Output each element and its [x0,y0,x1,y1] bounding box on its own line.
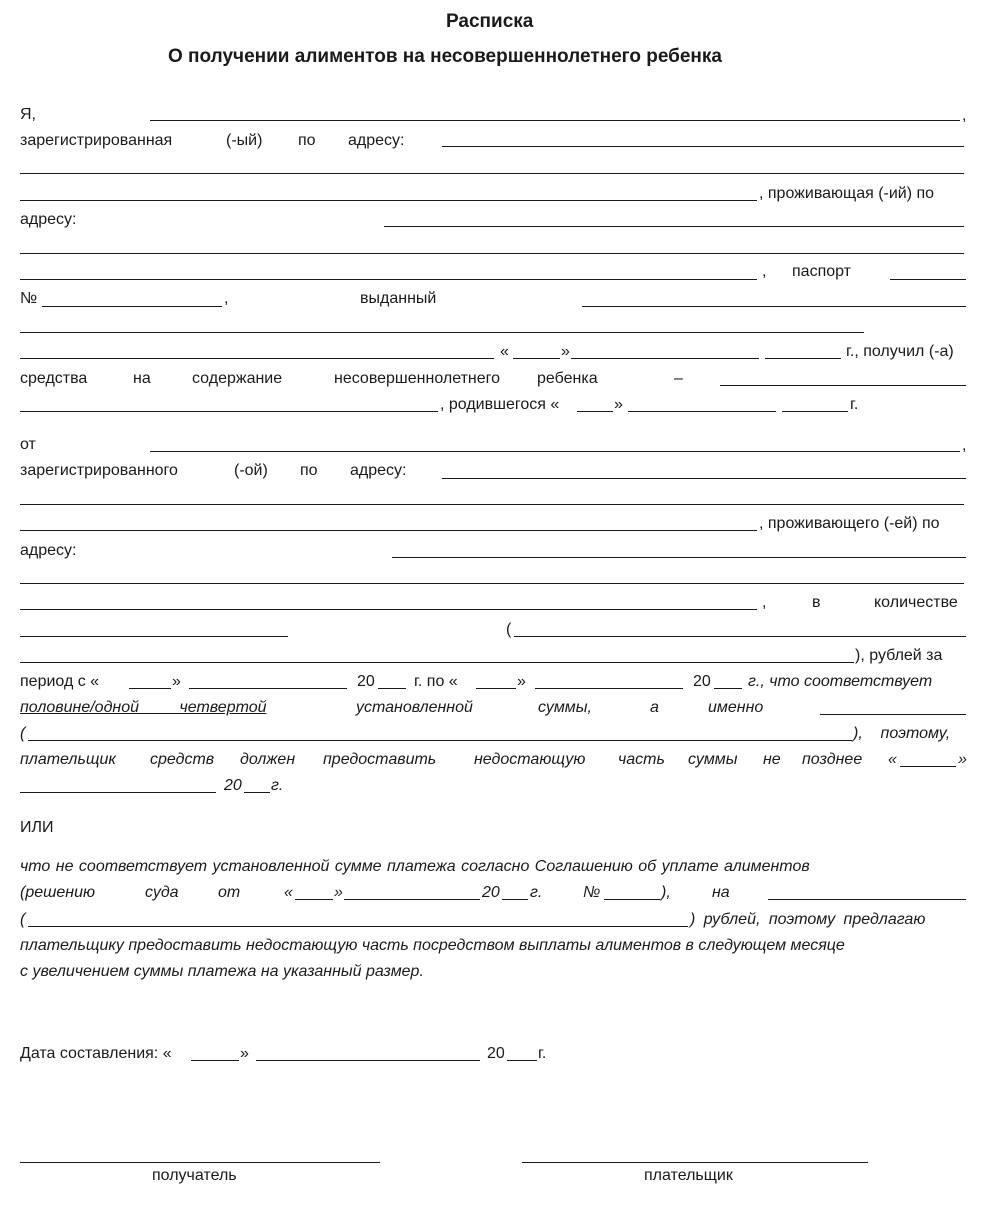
quote-open: « [284,884,293,901]
issued-label: выданный [360,290,437,307]
rubles-label: ), рублей за [855,647,943,664]
half-quarter-option: половине/одной четвертой [20,699,267,716]
payer-living-address-field-3[interactable] [20,609,757,610]
funds-word: несовершеннолетнего [334,370,501,387]
reg-word: (-ой) [234,462,268,479]
comma: , [762,263,767,280]
payer-word: часть [618,751,665,768]
paren-open: ( [506,621,512,638]
court-number-field[interactable] [604,899,660,900]
period-start-month-field[interactable] [189,688,347,689]
born-label: , родившегося « [440,396,560,413]
court-year-field[interactable] [502,899,528,900]
payer-living-address-field[interactable] [392,557,966,558]
quote-open: « [500,343,509,360]
passport-issuer-field-3[interactable] [20,358,494,359]
recipient-label: получатель [152,1167,237,1184]
received-label: г., получил (-а) [846,343,954,360]
paren-open: ( [20,725,26,742]
reg-word: (-ый) [226,132,263,149]
court-word: от [218,884,241,901]
funds-word: на [133,370,151,387]
rubles-offer-label: ) рублей, поэтому предлагаю [690,911,926,928]
date-year-field[interactable] [507,1060,537,1061]
payer-label: плательщик [644,1167,733,1184]
period-start-day-field[interactable] [129,688,171,689]
recipient-living-address-field[interactable] [384,226,964,227]
court-month-field[interactable] [344,899,480,900]
paren-open: ( [20,911,26,928]
payer-word: средств [150,751,215,768]
comma: , [962,437,967,454]
passport-number-field[interactable] [42,306,222,307]
reg-word: адресу: [350,462,407,479]
payer-reg-address-field-3[interactable] [20,530,757,531]
recipient-living-address-field-2[interactable] [20,253,964,254]
period-end-day-field[interactable] [476,688,516,689]
date-month-field[interactable] [256,1060,480,1061]
passport-label: паспорт [792,263,851,280]
child-birth-year-field[interactable] [782,411,848,412]
quote-close: » [240,1045,249,1062]
deadline-year-prefix: 20 [224,777,242,794]
funds-word: содержание [192,370,283,387]
recipient-living-address-field-3[interactable] [20,279,757,280]
period-start-year-field[interactable] [378,688,406,689]
difference-digits-field[interactable] [820,714,966,715]
quote-close: » [958,751,967,768]
document-title: Расписка [446,11,534,32]
passport-issuer-field[interactable] [582,306,966,307]
court-word: суда [145,884,179,901]
quote-close: » [334,884,343,901]
court-word: (решению [20,884,96,901]
payer-name-field[interactable] [150,451,960,452]
period-year-prefix: 20 [357,673,375,690]
therefore-label: ), поэтому, [853,725,951,742]
alt-text-line: плательщику предоставить недостающую часть посредством выплаты алиментов в следующем месяце [20,937,845,954]
child-birth-day-field[interactable] [577,411,613,412]
comma: , [224,290,229,307]
payer-word: позднее [802,751,863,768]
document-subtitle: О получении алиментов на несовершеннолетнего ребенка [168,46,722,67]
court-day-field[interactable] [295,899,333,900]
reg-word: зарегистрированная [20,132,173,149]
payer-word: суммы [688,751,738,768]
reg-word: по [298,132,316,149]
date-label: Дата составления: « [20,1045,172,1062]
passport-month-field[interactable] [571,358,759,359]
deadline-day-field[interactable] [900,766,956,767]
child-name-field-2[interactable] [20,411,438,412]
amount-words-field[interactable] [514,636,966,637]
address-label: адресу: [20,211,77,228]
passport-day-field[interactable] [513,358,560,359]
comma: , [962,107,967,124]
alt-text-line: что не соответствует установленной сумме платежа согласно Соглашению об уплате алиментов [20,858,810,875]
shortfall-digits-field[interactable] [768,899,966,900]
payer-signature-field[interactable] [522,1162,868,1163]
period-label: период с « [20,673,100,690]
payer-living-address-field-2[interactable] [20,583,964,584]
number-sign: № [20,290,38,307]
reg-word: по [300,462,318,479]
qty-word: в [812,594,821,611]
date-day-field[interactable] [191,1060,239,1061]
passport-series-field[interactable] [890,279,966,280]
established-word: именно [708,699,764,716]
amount-digits-field[interactable] [20,636,288,637]
comma: , [762,594,767,611]
recipient-name-field[interactable] [150,120,960,121]
period-end-month-field[interactable] [535,688,683,689]
period-to-label: г. по « [414,673,458,690]
payer-reg-address-field-2[interactable] [20,504,964,505]
deadline-year-field[interactable] [244,792,270,793]
quote-close: » [614,396,623,413]
court-number-sign: № [583,884,601,901]
living-label: , проживающего (-ей) по [759,515,940,532]
deadline-month-field[interactable] [20,792,216,793]
child-name-field[interactable] [720,385,966,386]
payer-word: не [763,751,781,768]
quote-open: « [888,751,897,768]
year-suffix: г. [538,1045,547,1062]
payer-word: должен [240,751,296,768]
living-label: , проживающая (-ий) по [759,185,935,202]
passport-issuer-field-2[interactable] [20,332,864,333]
on-word: на [712,884,730,901]
reg-word: зарегистрированного [20,462,178,479]
quote-close: » [561,343,570,360]
recipient-signature-field[interactable] [20,1162,380,1163]
payer-word: плательщик [20,751,116,768]
from-label: от [20,436,36,453]
reg-word: адресу: [348,132,405,149]
recipient-reg-address-field-2[interactable] [20,173,964,174]
amount-words-field-2[interactable] [20,662,854,663]
paren-close: ), [661,884,671,901]
passport-year-field[interactable] [765,358,841,359]
payer-reg-address-field[interactable] [442,478,966,479]
quote-close: » [172,673,181,690]
period-end-year-field[interactable] [714,688,742,689]
court-year-prefix: 20 [482,884,500,901]
established-word: установленной [356,699,473,716]
date-year-prefix: 20 [487,1045,505,1062]
label-ya: Я, [20,106,36,123]
payer-word: предоставить [323,751,437,768]
funds-word: ребенка [537,370,598,387]
year-suffix: г. [850,396,859,413]
child-birth-month-field[interactable] [628,411,776,412]
qty-word: количестве [874,594,958,611]
established-word: а [650,699,659,716]
or-label: ИЛИ [20,819,54,836]
corresponds-label: г., что соответствует [748,673,933,690]
payer-word: недостающую [474,751,586,768]
recipient-reg-address-field-3[interactable] [20,200,757,201]
alt-text-line: с увеличением суммы платежа на указанный размер. [20,963,424,980]
quote-close: » [517,673,526,690]
difference-words-field[interactable] [28,740,852,741]
year-suffix: г. [271,777,284,794]
address-label: адресу: [20,542,77,559]
funds-word: средства [20,370,88,387]
year-suffix: г. [530,884,543,901]
established-word: суммы, [538,699,592,716]
shortfall-words-field[interactable] [28,926,688,927]
recipient-reg-address-field[interactable] [442,146,964,147]
funds-dash: – [674,370,683,387]
period-year-prefix: 20 [693,673,711,690]
